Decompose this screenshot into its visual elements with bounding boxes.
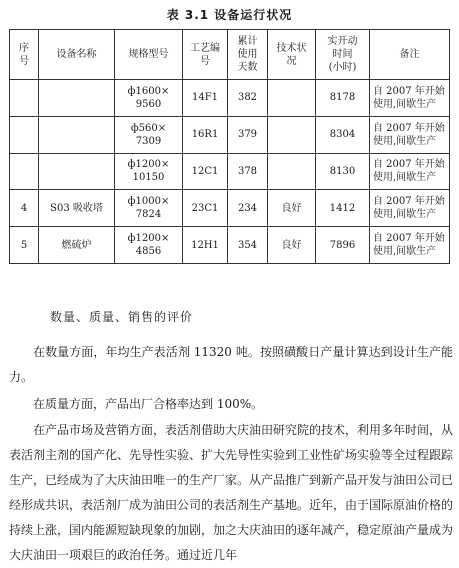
cell-spec: ф1600× 9560	[115, 80, 183, 117]
cell-note: 自 2007 年开始使用,间歇生产	[370, 116, 450, 153]
cell-name	[39, 116, 115, 153]
cell-no	[10, 80, 39, 117]
cell-hours: 8304	[316, 116, 370, 153]
table-row	[10, 227, 450, 264]
cell-status: 良好	[268, 190, 316, 227]
paragraph-quality: 在质量方面，产品出厂合格率达到 100%。	[33, 397, 264, 411]
header-note: 备注	[370, 30, 450, 80]
cell-status	[268, 80, 316, 117]
cell-name: S03 吸收塔	[39, 190, 115, 227]
cell-no	[10, 153, 39, 190]
table-caption: 表 3.1 设备运行状况	[166, 8, 293, 22]
cell-spec: ф1200× 4856	[115, 227, 183, 264]
table-header-row	[10, 30, 450, 80]
cell-hours: 8178	[316, 80, 370, 117]
cell-note: 自 2007 年开始使用,间歇生产	[370, 190, 450, 227]
header-no: 序 号	[10, 30, 39, 80]
cell-days: 379	[228, 116, 268, 153]
cell-code: 12H1	[183, 227, 228, 264]
header-days: 累计 使用 天数	[228, 30, 268, 80]
header-status: 技术状 况	[268, 30, 316, 80]
cell-days: 234	[228, 190, 268, 227]
header-code: 工艺编 号	[183, 30, 228, 80]
table-row	[10, 80, 450, 117]
cell-spec: ф1000× 7824	[115, 190, 183, 227]
cell-code: 12C1	[183, 153, 228, 190]
table-row	[10, 116, 450, 153]
cell-spec: ф1200× 10150	[115, 153, 183, 190]
cell-hours: 8130	[316, 153, 370, 190]
equipment-status-table	[9, 29, 450, 264]
cell-note: 自 2007 年开始使用,间歇生产	[370, 80, 450, 117]
cell-hours: 7896	[316, 227, 370, 264]
header-name: 设备名称	[39, 30, 115, 80]
section-title: 数量、质量、销售的评价	[50, 310, 194, 324]
paragraph-quantity: 在数量方面，年均生产表活剂 11320 吨。按照磺酸日产量计算达到设计生产能力。	[9, 345, 453, 384]
table-row	[10, 153, 450, 190]
cell-code: 14F1	[183, 80, 228, 117]
table-row	[10, 190, 450, 227]
cell-note: 自 2007 年开始使用,间歇生产	[370, 153, 450, 190]
cell-name: 燃硫炉	[39, 227, 115, 264]
cell-days: 382	[228, 80, 268, 117]
cell-spec: ф560× 7309	[115, 116, 183, 153]
cell-status	[268, 153, 316, 190]
cell-name	[39, 153, 115, 190]
cell-no: 4	[10, 190, 39, 227]
header-hours: 实开动 时间 (小时)	[316, 30, 370, 80]
cell-no	[10, 116, 39, 153]
cell-days: 378	[228, 153, 268, 190]
paragraph-market: 在产品市场及营销方面，表活剂借助大庆油田研究院的技术，利用多年时间，从表活剂主剂的国产化、先导性实验、扩大先导性实验到工业性矿场实验等全过程跟踪生产，已经成为了大庆油田唯一的生产厂家。从产品推广到新产品开发与油田公司已经形成共识，表活剂厂成为油田公司的表活剂生产基地。近年，由于国际原油价格的持续上涨，国内能源短缺现象的加剧，加之大庆油田的逐年减产，稳定原油产量成为大庆油田一项艰巨的政治任务。通过近几年	[9, 423, 454, 562]
cell-no: 5	[10, 227, 39, 264]
cell-hours: 1412	[316, 190, 370, 227]
cell-note: 自 2007 年开始使用,间歇生产	[370, 227, 450, 264]
cell-code: 23C1	[183, 190, 228, 227]
cell-status	[268, 116, 316, 153]
cell-name	[39, 80, 115, 117]
cell-status: 良好	[268, 227, 316, 264]
cell-code: 16R1	[183, 116, 228, 153]
cell-days: 354	[228, 227, 268, 264]
header-spec: 规格型号	[115, 30, 183, 80]
